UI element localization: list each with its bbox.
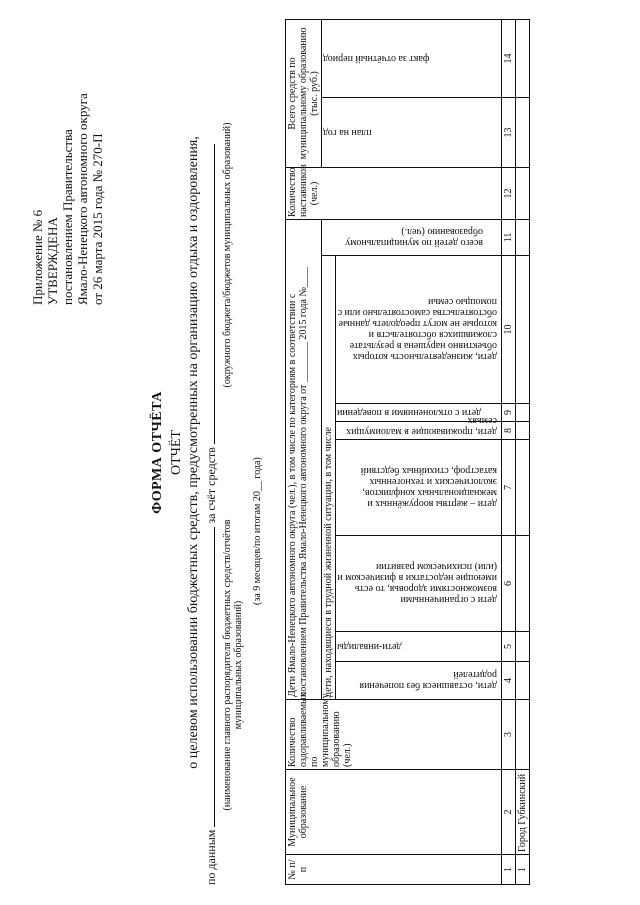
column-number: 5 [502, 632, 516, 662]
column-number: 1 [502, 855, 516, 885]
column-number: 4 [502, 662, 516, 700]
column-number-row [502, 19, 516, 884]
table-cell[interactable] [516, 422, 530, 440]
form-title: ФОРМА ОТЧЁТА [150, 391, 165, 514]
col-header-disabled: дети-инвалиды [336, 632, 502, 662]
col-header-deviant: дети с отклонениями в поведении [336, 404, 502, 422]
table-cell[interactable] [516, 404, 530, 422]
col-header-limited: дети с ограниченными возможностями здоровья, то есть имеющие недостатки в физическом и (или) психическом развитии [336, 536, 502, 632]
column-number: 7 [502, 440, 516, 536]
row-number: 1 [516, 855, 530, 885]
approval-line: постановлением Правительства [60, 129, 75, 305]
report-subheading: о целевом использовании бюджетных средств, предусмотренных на организацию отдыха и оздоровления, [186, 136, 201, 769]
column-number: 9 [502, 404, 516, 422]
table-cell[interactable] [516, 256, 530, 404]
table-cell[interactable] [516, 662, 530, 700]
at-expense-label: за счёт средств [204, 447, 218, 524]
col-header-orphans: дети, оставшиеся без попечения родителей [336, 662, 502, 700]
report-table [285, 19, 530, 885]
col-header-count: Количество оздоравливаемых по муниципальному образованию (чел.) [286, 700, 502, 770]
column-number: 13 [502, 97, 516, 167]
report-heading: ОТЧЁТ [169, 430, 184, 475]
column-number: 2 [502, 770, 516, 855]
column-number: 8 [502, 422, 516, 440]
col-header-tjs: дети, находящиеся в трудной жизненной ситуации, в том числе [322, 256, 336, 700]
column-number: 11 [502, 219, 516, 255]
approved-label: УТВЕРЖДЕНА [45, 217, 60, 305]
col-header-violated: дети, жизнедеятельность которых объективно нарушена в результате сложившихся обстоятельств и которые не могут преодолеть данные обстоятельства самостоятельно или с помощью семьи [336, 256, 502, 404]
admin-note: (наименование главного распорядителя бюджетных средств/отчётов муниципальных образований) [222, 519, 244, 811]
row-municipality: Город Губкинский [516, 770, 530, 855]
approval-date: от 26 марта 2015 года № 270-П [90, 133, 105, 305]
table-cell[interactable] [516, 167, 530, 219]
admin-name-field[interactable] [214, 527, 215, 827]
approval-block [30, 15, 105, 305]
col-header-funds: Всего средств по муниципальному образованию (тыс. руб.) [286, 19, 322, 167]
col-header-poor: дети, проживающие в малоимущих семьях [336, 422, 502, 440]
col-header-mo: Муниципальное образование [286, 770, 502, 855]
col-header-plan: план на год [322, 97, 502, 167]
table-row [516, 19, 530, 884]
col-header-fact: факт за отчётный период [322, 19, 502, 97]
table-cell[interactable] [516, 440, 530, 536]
table-cell[interactable] [516, 19, 530, 97]
approval-line: Ямало-Ненецкого автономного округа [75, 93, 90, 305]
report-title [168, 0, 202, 905]
table-cell[interactable] [516, 700, 530, 770]
col-header-children: Дети Ямало-Ненецкого автономного округа (чел.), в том числе по категориям в соответствии с постановлением Правительства Ямало-Ненецкого автономного округа от ________ 2015 года №____ [286, 219, 322, 699]
table-cell[interactable] [516, 97, 530, 167]
table-cell[interactable] [516, 536, 530, 632]
table-cell[interactable] [516, 219, 530, 255]
budget-note: (окружного бюджета/бюджетов муниципальных образований) [222, 122, 233, 388]
col-header-total: всего детей по муниципальному образованию (чел.) [322, 219, 502, 255]
column-number: 12 [502, 167, 516, 219]
column-number: 14 [502, 19, 516, 97]
column-number: 10 [502, 256, 516, 404]
col-header-victims: дети – жертвы вооружённых и межнациональных конфликтов, экологических и техногенных катастроф, стихийных бедствий [336, 440, 502, 536]
col-header-number: № п/п [286, 855, 502, 885]
table-cell[interactable] [516, 632, 530, 662]
column-number: 6 [502, 536, 516, 632]
column-number: 3 [502, 700, 516, 770]
col-header-mentors: Количество наставников (чел.) [286, 167, 502, 219]
appendix-number: Приложение № 6 [30, 209, 45, 305]
period-note: (за 9 месяцев/по итогам 20__ года) [252, 457, 263, 605]
by-data-label: по данным [204, 829, 218, 885]
budget-field[interactable] [214, 144, 215, 444]
